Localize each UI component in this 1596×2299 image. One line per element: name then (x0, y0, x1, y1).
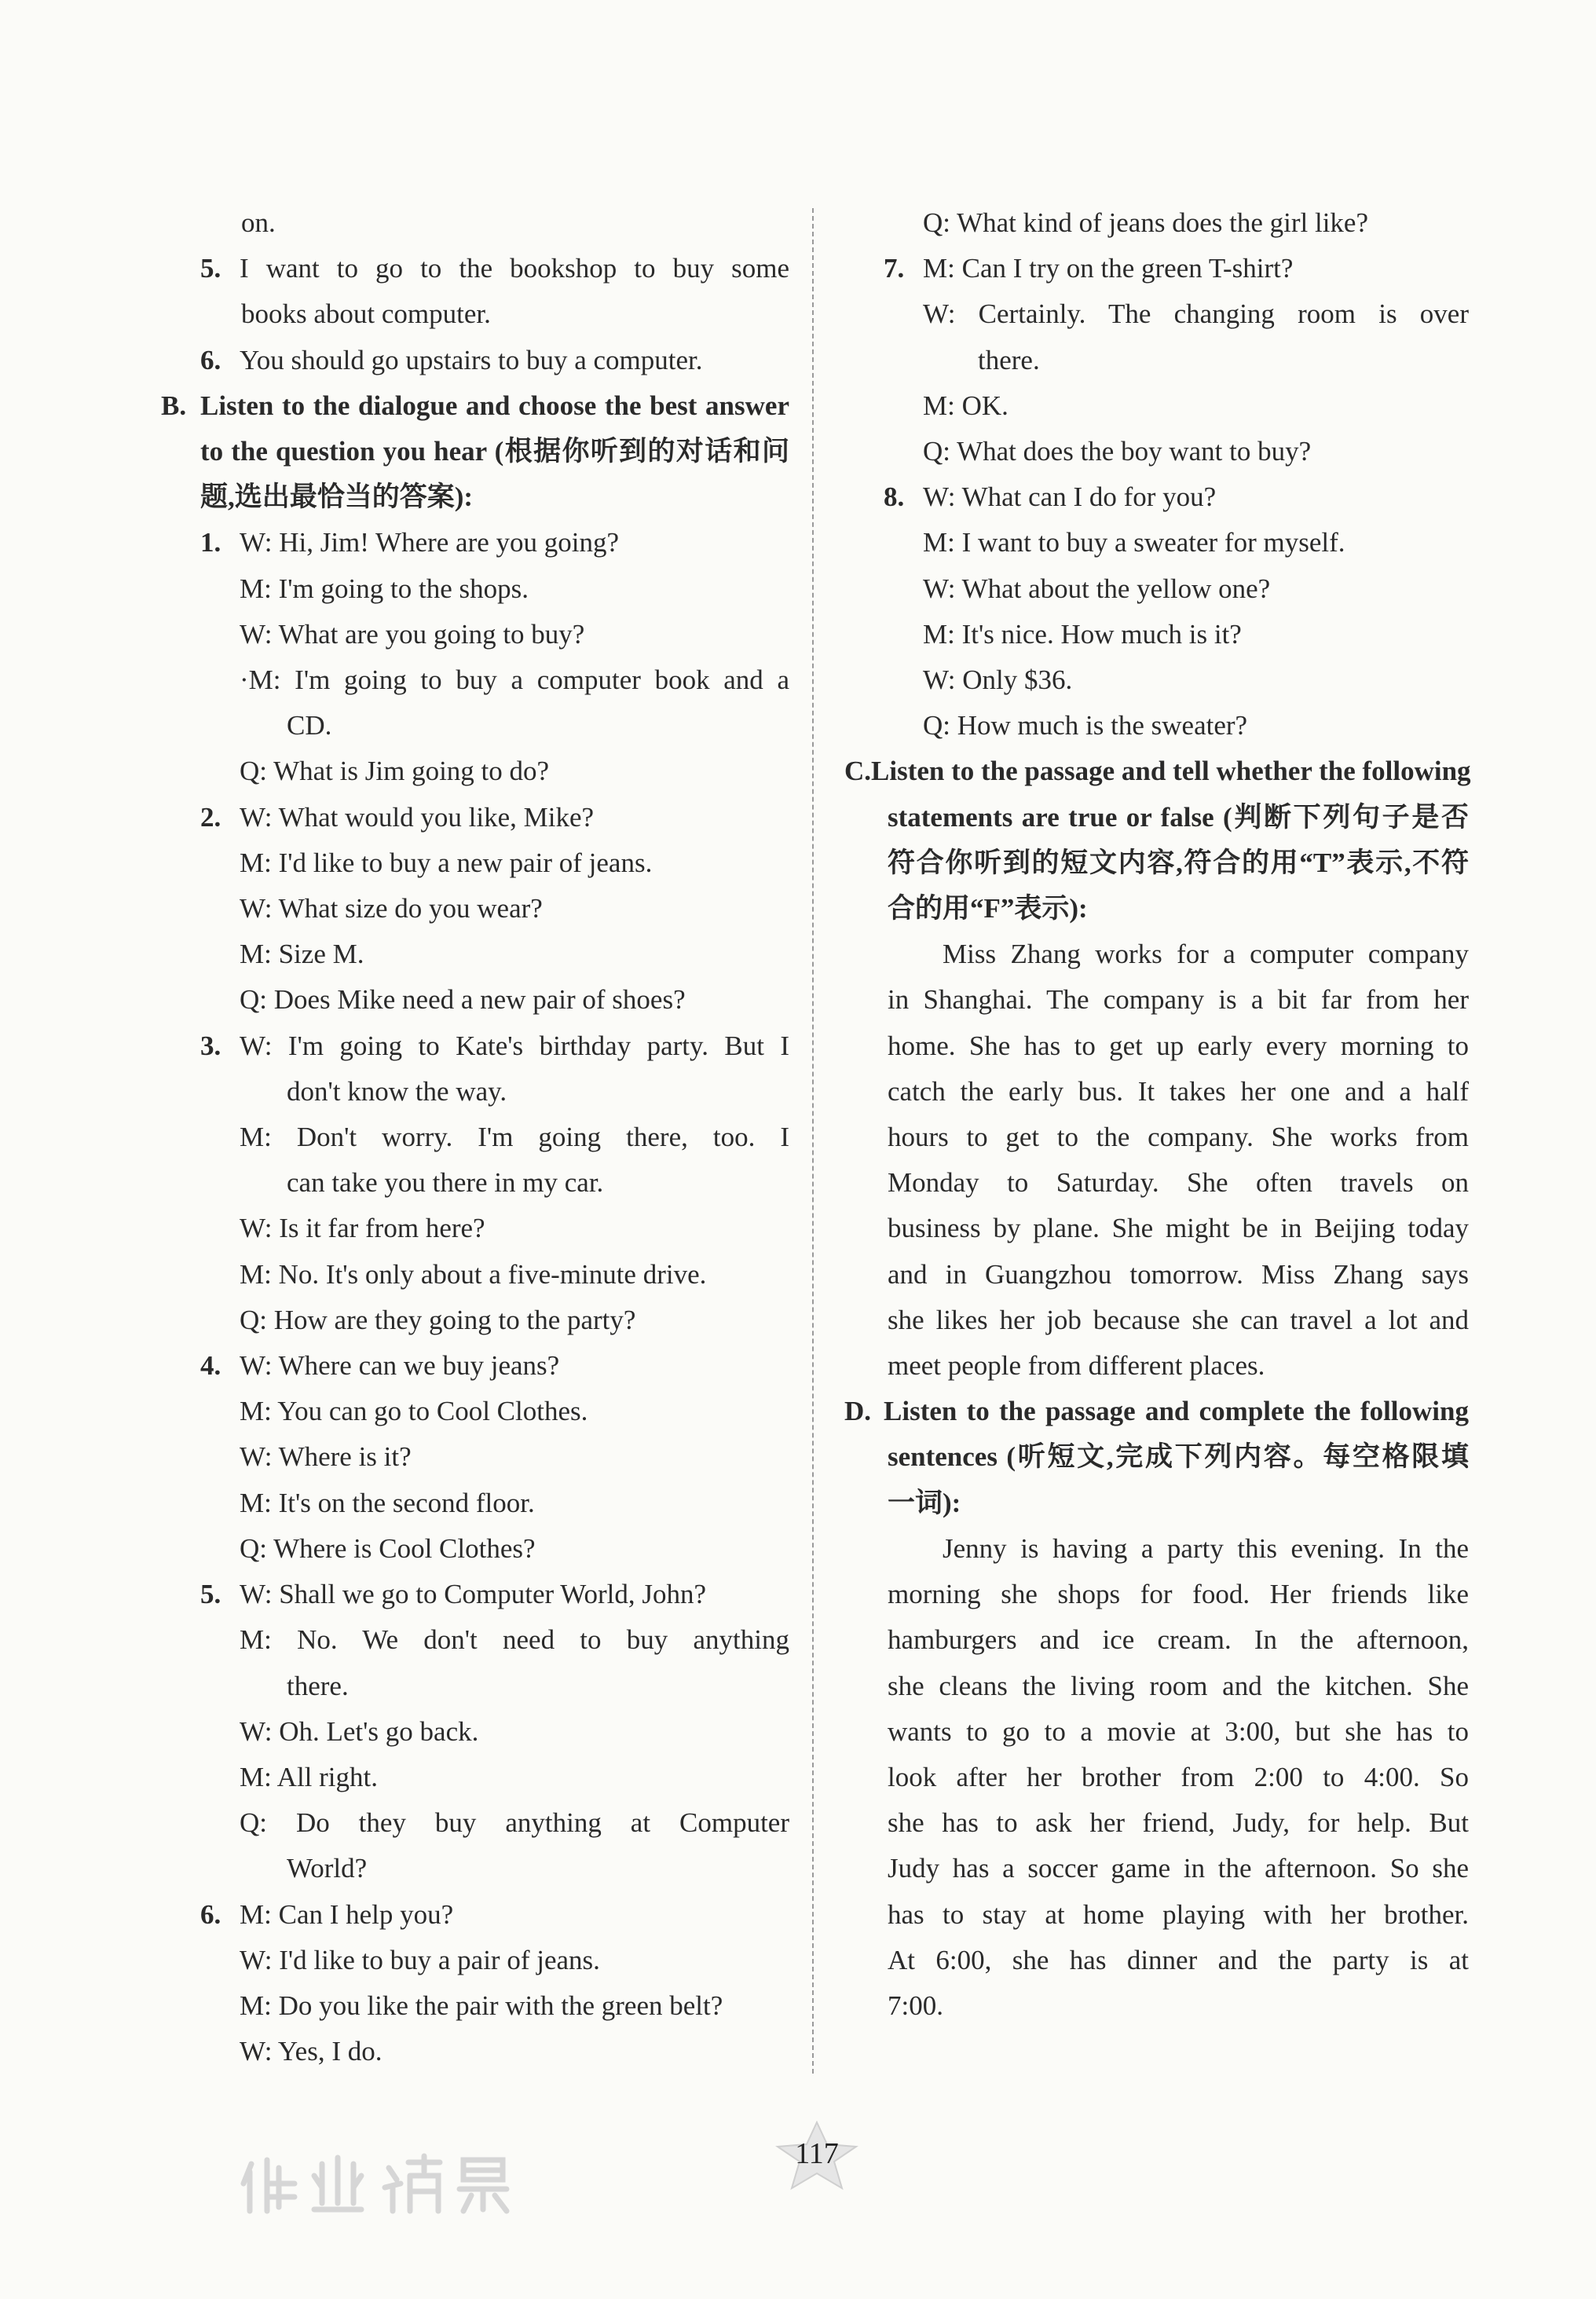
line-text: she has to ask her friend, Judy, for help. But (888, 1807, 1469, 1839)
right-line (844, 1709, 1469, 1755)
right-line (844, 1983, 1469, 2029)
left-line (161, 795, 789, 840)
left-line (161, 932, 789, 977)
line-text: 7:00. (888, 1990, 943, 2021)
right-line (844, 932, 1469, 977)
left-line (161, 1572, 789, 1617)
right-line (844, 1755, 1469, 1800)
line-text: W: Is it far from here? (240, 1213, 485, 1244)
left-line (161, 1160, 789, 1206)
column-divider (812, 208, 814, 2074)
page-number-badge (770, 2121, 864, 2191)
right-line (844, 566, 1469, 612)
line-text: M: All right. (240, 1761, 378, 1792)
line-text: M: Don't worry. I'm going there, too. I (240, 1122, 789, 1153)
left-line (161, 1892, 789, 1938)
left-line (161, 1481, 789, 1526)
line-text: Q: How much is the sweater? (923, 710, 1248, 741)
right-line (844, 1938, 1469, 1983)
line-text: Listen to the passage and tell whether the following (871, 756, 1471, 787)
line-text: W: I'm going to Kate's birthday party. But I (240, 1030, 789, 1061)
left-line (161, 2029, 789, 2074)
left-line (161, 977, 789, 1023)
line-text: catch the early bus. It takes her one and a half (888, 1075, 1469, 1107)
right-line (844, 1389, 1469, 1434)
line-text: she cleans the living room and the kitchen. She (888, 1670, 1469, 1701)
left-line (161, 520, 789, 566)
line-text: 符合你听到的短文内容,符合的用“T”表示,不符 (888, 847, 1469, 878)
line-text: M: It's nice. How much is it? (923, 618, 1242, 650)
right-line (844, 291, 1469, 337)
line-text: World? (287, 1853, 368, 1884)
line-text: W: Yes, I do. (240, 2036, 383, 2067)
left-line (161, 1069, 789, 1115)
left-line (161, 1800, 789, 1846)
right-line (844, 1206, 1469, 1251)
item-number: 5. (200, 1579, 221, 1610)
watermark-logo (236, 2148, 518, 2233)
line-text: W: What can I do for you? (923, 481, 1217, 513)
item-number: 7. (884, 253, 905, 284)
line-text: look after her brother from 2:00 to 4:00. So (888, 1761, 1469, 1792)
left-line (161, 1709, 789, 1755)
line-text: hours to get to the company. She works from (888, 1122, 1469, 1153)
section-letter: B. (161, 390, 187, 421)
left-column (161, 200, 789, 2074)
right-line (844, 520, 1469, 566)
right-line (844, 749, 1469, 794)
line-text: Judy has a soccer game in the afternoon. So she (888, 1853, 1469, 1884)
line-text: M: It's on the second floor. (240, 1487, 535, 1518)
left-line (161, 1206, 789, 1251)
line-text: M: Size M. (240, 939, 364, 970)
right-line (844, 1298, 1469, 1343)
right-line (844, 1572, 1469, 1617)
left-line (161, 1343, 789, 1389)
line-text: M: I want to buy a sweater for myself. (923, 527, 1345, 558)
left-line (161, 1938, 789, 1983)
line-text: books about computer. (241, 298, 491, 330)
left-line (161, 566, 789, 612)
line-text: W: Certainly. The changing room is over (923, 298, 1469, 330)
line-text: Q: What does the boy want to buy? (923, 436, 1312, 467)
watermark-icon (236, 2148, 518, 2219)
left-line (161, 429, 789, 474)
page-number: 117 (795, 2137, 839, 2170)
line-text: she likes her job because she can travel a lot and (888, 1304, 1469, 1335)
line-text: in Shanghai. The company is a bit far from her (888, 984, 1469, 1016)
right-line (844, 338, 1469, 383)
right-line (844, 703, 1469, 749)
line-text: W: Only $36. (923, 664, 1073, 696)
right-line (844, 1800, 1469, 1846)
line-text: W: Hi, Jim! Where are you going? (240, 527, 620, 558)
line-text: has to stay at home playing with her brother. (888, 1898, 1469, 1930)
section-letter: C. (844, 756, 872, 787)
line-text: statements are true or false (判断下列句子是否 (888, 801, 1469, 833)
line-text: don't know the way. (287, 1075, 507, 1107)
line-text: I want to go to the bookshop to buy some (240, 253, 789, 284)
left-line (161, 612, 789, 657)
right-line (844, 886, 1469, 932)
left-line (161, 1526, 789, 1572)
line-text: morning she shops for food. Her friends like (888, 1579, 1469, 1610)
right-line (844, 1664, 1469, 1709)
line-text: Q: What is Jim going to do? (240, 756, 550, 787)
line-text: W: What would you like, Mike? (240, 801, 595, 833)
left-line (161, 749, 789, 794)
right-line (844, 1069, 1469, 1115)
right-line (844, 474, 1469, 520)
line-text: M: I'm going to the shops. (240, 573, 529, 604)
line-text: Miss Zhang works for a computer company (943, 939, 1469, 970)
line-text: wants to go to a movie at 3:00, but she has to (888, 1715, 1469, 1747)
item-number: 4. (200, 1350, 221, 1382)
line-text: M: You can go to Cool Clothes. (240, 1396, 588, 1427)
line-text: W: Where can we buy jeans? (240, 1350, 560, 1382)
item-number: 8. (884, 481, 905, 513)
section-letter: D. (844, 1396, 872, 1427)
line-text: to the question you hear (根据你听到的对话和问 (200, 436, 789, 467)
left-line (161, 1389, 789, 1434)
item-number: 2. (200, 801, 221, 833)
line-text: M: Can I help you? (240, 1898, 454, 1930)
right-line (844, 795, 1469, 840)
line-text: W: What about the yellow one? (923, 573, 1271, 604)
line-text: Listen to the dialogue and choose the best answer (200, 390, 789, 421)
right-line (844, 977, 1469, 1023)
line-text: Q: How are they going to the party? (240, 1304, 636, 1335)
line-text: Q: What kind of jeans does the girl like? (923, 207, 1368, 238)
right-column (844, 200, 1469, 2029)
right-line (844, 1617, 1469, 1663)
item-number: 3. (200, 1030, 221, 1061)
right-line (844, 200, 1469, 246)
right-line (844, 1434, 1469, 1480)
left-line (161, 1298, 789, 1343)
left-line (161, 1617, 789, 1663)
item-number: 6. (200, 344, 221, 375)
line-text: M: No. It's only about a five-minute drive. (240, 1258, 707, 1290)
line-text: M: OK. (923, 390, 1008, 421)
right-line (844, 1481, 1469, 1526)
right-line (844, 840, 1469, 886)
left-line (161, 1115, 789, 1160)
line-text: on. (241, 207, 276, 238)
right-line (844, 1115, 1469, 1160)
item-number: 1. (200, 527, 221, 558)
left-line (161, 246, 789, 291)
right-line (844, 612, 1469, 657)
right-line (844, 1023, 1469, 1069)
left-line (161, 383, 789, 429)
line-text: W: Where is it? (240, 1441, 412, 1473)
line-text: and in Guangzhou tomorrow. Miss Zhang says (888, 1258, 1469, 1290)
line-text: M: No. We don't need to buy anything (240, 1624, 789, 1656)
left-line (161, 1023, 789, 1069)
right-line (844, 1160, 1469, 1206)
left-line (161, 1983, 789, 2029)
line-text: At 6:00, she has dinner and the party is at (888, 1944, 1469, 1975)
right-line (844, 1343, 1469, 1389)
line-text: Monday to Saturday. She often travels on (888, 1167, 1469, 1199)
left-line (161, 1252, 789, 1298)
line-text: CD. (287, 710, 332, 741)
line-text: 一词): (888, 1487, 961, 1518)
line-text: sentences (听短文,完成下列内容。每空格限填 (888, 1441, 1469, 1473)
left-line (161, 1755, 789, 1800)
left-line (161, 886, 789, 932)
line-text: Q: Does Mike need a new pair of shoes? (240, 984, 686, 1016)
line-text: Jenny is having a party this evening. In the (943, 1532, 1469, 1564)
line-text: Listen to the passage and complete the following (884, 1396, 1469, 1427)
right-line (844, 1892, 1469, 1938)
line-text: ·M: I'm going to buy a computer book and a (240, 664, 789, 696)
line-text: meet people from different places. (888, 1350, 1265, 1382)
right-line (844, 246, 1469, 291)
line-text: 合的用“F”表示): (888, 893, 1088, 924)
left-line (161, 474, 789, 520)
line-text: there. (978, 344, 1040, 375)
line-text: Q: Where is Cool Clothes? (240, 1532, 536, 1564)
left-line (161, 1434, 789, 1480)
line-text: M: I'd like to buy a new pair of jeans. (240, 847, 653, 878)
right-line (844, 1526, 1469, 1572)
line-text: business by plane. She might be in Beijing today (888, 1213, 1469, 1244)
line-text: Q: Do they buy anything at Computer (240, 1807, 789, 1839)
item-number: 6. (200, 1898, 221, 1930)
left-line (161, 840, 789, 886)
left-line (161, 200, 789, 246)
left-line (161, 1664, 789, 1709)
right-line (844, 383, 1469, 429)
line-text: can take you there in my car. (287, 1167, 604, 1199)
right-line (844, 657, 1469, 703)
line-text: W: What are you going to buy? (240, 618, 585, 650)
right-line (844, 1252, 1469, 1298)
line-text: M: Can I try on the green T-shirt? (923, 253, 1294, 284)
line-text: W: What size do you wear? (240, 893, 543, 924)
left-line (161, 703, 789, 749)
line-text: home. She has to get up early every morning to (888, 1030, 1469, 1061)
left-line (161, 1846, 789, 1891)
line-text: M: Do you like the pair with the green belt? (240, 1990, 723, 2021)
line-text: W: I'd like to buy a pair of jeans. (240, 1944, 600, 1975)
right-line (844, 1846, 1469, 1891)
left-line (161, 657, 789, 703)
line-text: 题,选出最恰当的答案): (200, 481, 474, 513)
line-text: W: Oh. Let's go back. (240, 1715, 479, 1747)
item-number: 5. (200, 253, 221, 284)
line-text: W: Shall we go to Computer World, John? (240, 1579, 707, 1610)
left-line (161, 291, 789, 337)
right-line (844, 429, 1469, 474)
left-line (161, 338, 789, 383)
line-text: there. (287, 1670, 349, 1701)
line-text: You should go upstairs to buy a computer. (240, 344, 703, 375)
line-text: hamburgers and ice cream. In the afternoon, (888, 1624, 1469, 1656)
